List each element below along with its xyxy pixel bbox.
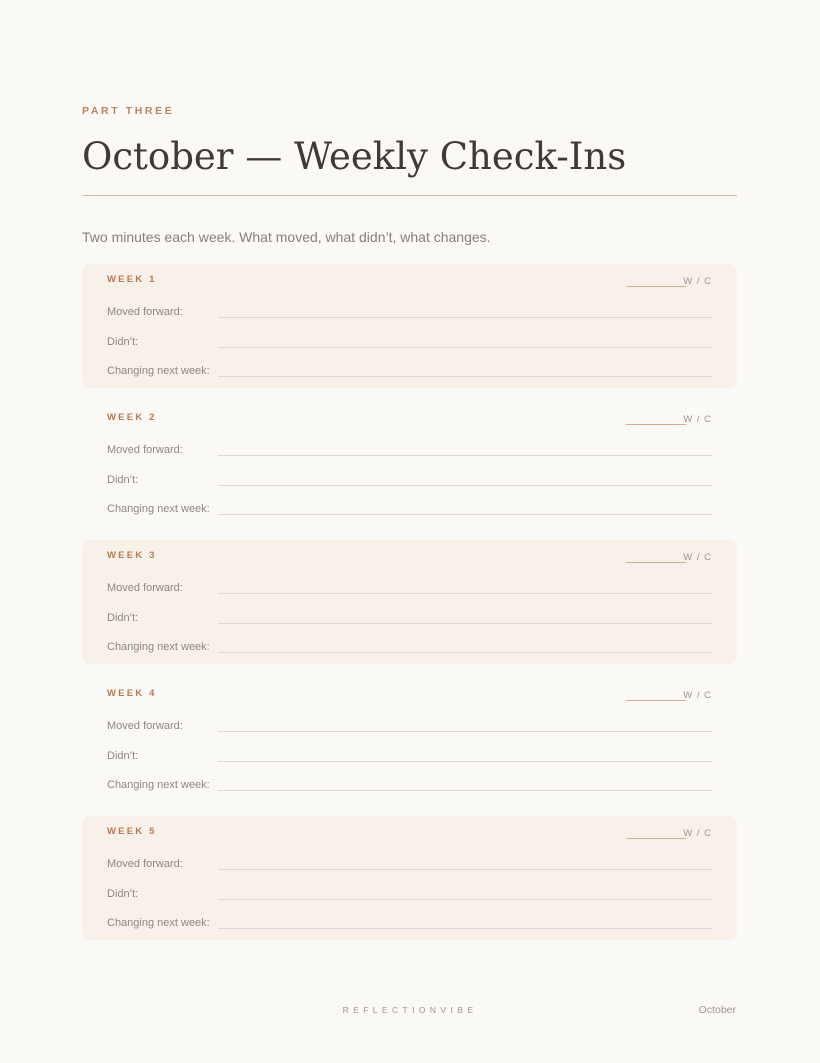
prompt-row — [107, 637, 712, 653]
week-label: WEEK 4 — [107, 688, 157, 699]
prompt-label: Didn’t: — [107, 612, 139, 624]
prompt-row — [107, 854, 712, 870]
writing-line[interactable] — [218, 790, 712, 791]
prompt-label: Changing next week: — [107, 365, 210, 377]
prompt-label: Changing next week: — [107, 917, 210, 929]
week-commencing-label: W / C — [683, 690, 712, 701]
week-commencing-field — [626, 273, 712, 287]
writing-line[interactable] — [218, 761, 712, 762]
prompt-row — [107, 499, 712, 515]
writing-line[interactable] — [218, 376, 712, 377]
prompt-row — [107, 332, 712, 348]
eyebrow-label: PART THREE — [82, 105, 175, 117]
writing-line[interactable] — [218, 514, 712, 515]
prompt-row — [107, 361, 712, 377]
weekly-check-in-list — [82, 264, 737, 954]
week-commencing-field — [626, 687, 712, 701]
week-commencing-label: W / C — [683, 414, 712, 425]
week-label: WEEK 1 — [107, 274, 157, 285]
week-commencing-field — [626, 549, 712, 563]
prompt-row — [107, 608, 712, 624]
prompt-label: Moved forward: — [107, 444, 183, 456]
writing-line[interactable] — [218, 899, 712, 900]
prompt-row — [107, 913, 712, 929]
prompt-label: Didn’t: — [107, 474, 139, 486]
writing-line[interactable] — [218, 623, 712, 624]
week-label: WEEK 3 — [107, 550, 157, 561]
prompt-row — [107, 470, 712, 486]
prompt-label: Changing next week: — [107, 503, 210, 515]
writing-line[interactable] — [218, 485, 712, 486]
week-card — [82, 264, 737, 388]
title-divider — [82, 195, 737, 196]
prompt-label: Didn’t: — [107, 336, 139, 348]
writing-line[interactable] — [218, 593, 712, 594]
week-commencing-input-line[interactable] — [626, 825, 686, 839]
prompt-label: Didn’t: — [107, 888, 139, 900]
week-commencing-input-line[interactable] — [626, 549, 686, 563]
writing-line[interactable] — [218, 928, 712, 929]
writing-line[interactable] — [218, 455, 712, 456]
prompt-row — [107, 746, 712, 762]
week-commencing-field — [626, 825, 712, 839]
week-commencing-field — [626, 411, 712, 425]
prompt-row — [107, 775, 712, 791]
week-commencing-label: W / C — [683, 552, 712, 563]
prompt-row — [107, 440, 712, 456]
writing-line[interactable] — [218, 317, 712, 318]
prompt-label: Moved forward: — [107, 720, 183, 732]
writing-line[interactable] — [218, 869, 712, 870]
prompt-row — [107, 302, 712, 318]
week-card — [82, 816, 737, 940]
prompt-label: Changing next week: — [107, 641, 210, 653]
prompt-row — [107, 716, 712, 732]
week-label: WEEK 2 — [107, 412, 157, 423]
writing-line[interactable] — [218, 731, 712, 732]
week-label: WEEK 5 — [107, 826, 157, 837]
prompt-row — [107, 578, 712, 594]
footer-brand: REFLECTIONVIBE — [342, 1005, 478, 1015]
prompt-label: Didn’t: — [107, 750, 139, 762]
week-card — [82, 402, 737, 526]
prompt-label: Changing next week: — [107, 779, 210, 791]
week-commencing-input-line[interactable] — [626, 411, 686, 425]
week-card — [82, 678, 737, 802]
prompt-label: Moved forward: — [107, 306, 183, 318]
week-card — [82, 540, 737, 664]
week-commencing-label: W / C — [683, 828, 712, 839]
footer-month: October — [698, 1004, 736, 1016]
prompt-label: Moved forward: — [107, 582, 183, 594]
prompt-label: Moved forward: — [107, 858, 183, 870]
week-commencing-label: W / C — [683, 276, 712, 287]
week-commencing-input-line[interactable] — [626, 687, 686, 701]
writing-line[interactable] — [218, 347, 712, 348]
writing-line[interactable] — [218, 652, 712, 653]
page-subtitle: Two minutes each week. What moved, what didn’t, what changes. — [82, 229, 491, 245]
prompt-row — [107, 884, 712, 900]
page-title: October — Weekly Check-Ins — [82, 135, 627, 178]
week-commencing-input-line[interactable] — [626, 273, 686, 287]
